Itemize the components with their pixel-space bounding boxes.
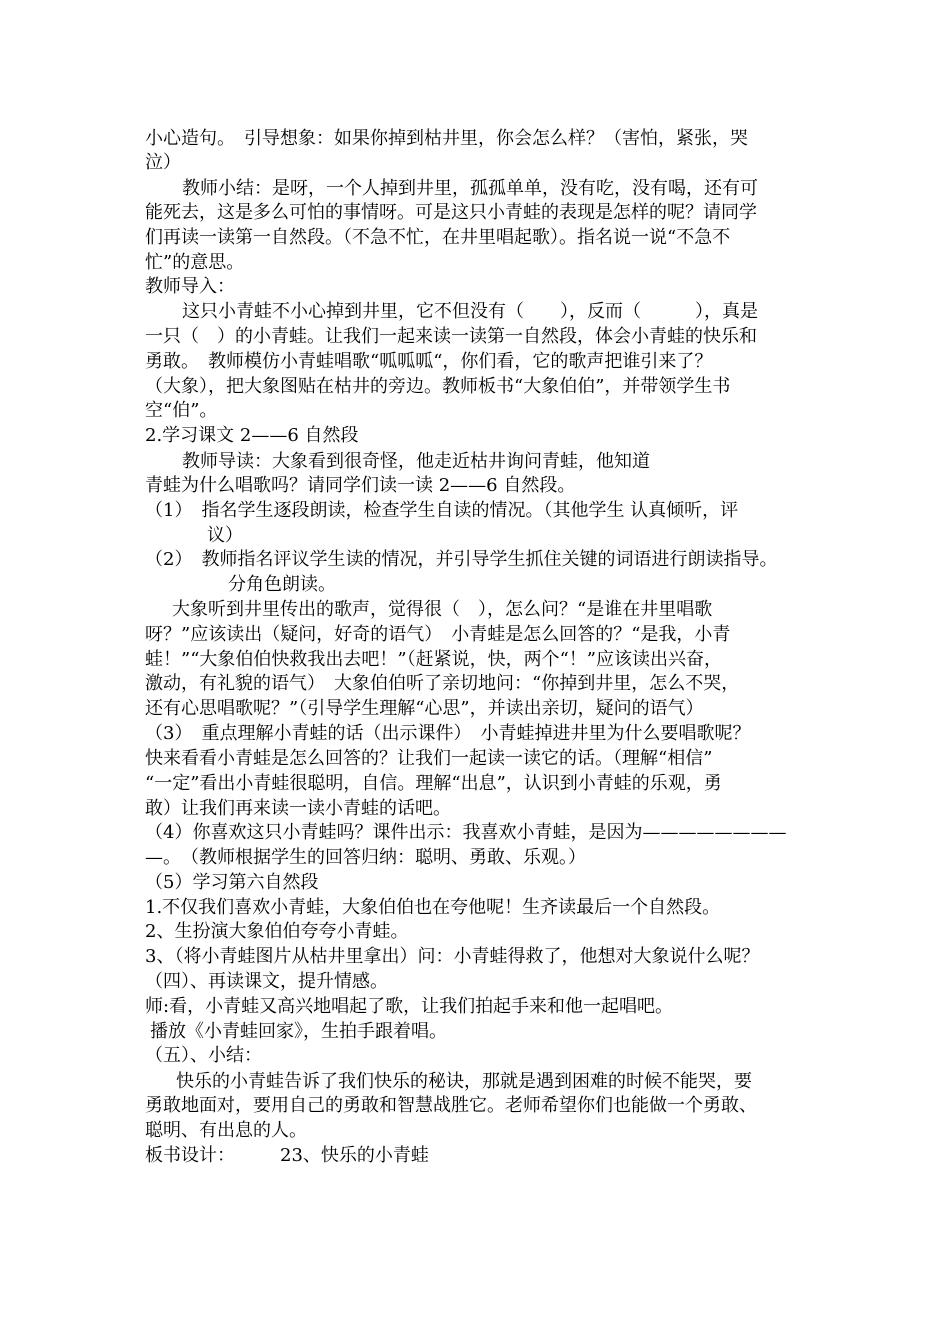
text-line: —。 （教师根据学生的回答归纳：聪明、勇敢、乐观。） <box>145 847 586 868</box>
text-line: 聪明、有出息的人。 <box>145 1120 307 1141</box>
text-line: 这只小青蛙不小心掉到井里，它不但没有（ ），反而（ ），真是 <box>182 301 758 322</box>
text-line: 议） <box>207 525 243 546</box>
text-line: 呀？”应该读出（疑问，好奇的语气） 小青蛙是怎么回答的？“是我，小青 <box>145 624 731 645</box>
text-line: 教师小结：是呀，一个人掉到井里，孤孤单单，没有吃，没有喝，还有可 <box>182 178 758 199</box>
text-line: 播放《小青蛙回家》，生拍手跟着唱。 <box>150 1021 447 1042</box>
text-line: 们再读一读第一自然段。（不急不忙，在井里唱起歌）。指名说一说“不急不 <box>145 227 731 248</box>
text-line: 师:看，小青蛙又高兴地唱起了歌，让我们拍起手来和他一起唱吧。 <box>145 996 674 1017</box>
text-line: 大象听到井里传出的歌声，觉得很（ ），怎么问？“是谁在井里唱歌 <box>172 599 713 620</box>
text-line: （3） 重点理解小青蛙的话（出示课件） 小青蛙掉进井里为什么要唱歌呢？ <box>145 723 751 744</box>
text-line: （四）、再读课文，提升情感。 <box>145 971 388 992</box>
text-line: 泣） <box>145 152 181 173</box>
text-line: 还有心思唱歌呢？”（引导学生理解“心思”，并读出亲切，疑问的语气） <box>145 698 704 719</box>
text-line: 1.不仅我们喜欢小青蛙，大象伯伯也在夸他呢！生齐读最后一个自然段。 <box>145 897 721 918</box>
text-line: （2） 教师指名评议学生读的情况，并引导学生抓住关键的词语进行朗读指导。 <box>145 549 778 570</box>
text-line: “一定”看出小青蛙很聪明，自信。理解“出息”，认识到小青蛙的乐观，勇 <box>145 773 722 794</box>
text-line: 空“伯”。 <box>145 400 218 421</box>
text-line: 分角色朗读。 <box>228 574 336 595</box>
text-line: 激动，有礼貌的语气） 大象伯伯听了亲切地问：“你掉到井里，怎么不哭， <box>145 673 740 694</box>
text-line: 一只（ ）的小青蛙。让我们一起来读一读第一自然段，体会小青蛙的快乐和 <box>145 326 757 347</box>
text-line: 2.学习课文 2——6 自然段 <box>145 425 359 446</box>
text-line: 勇敢地面对，要用自己的勇敢和智慧战胜它。老师希望你们也能做一个勇敢、 <box>145 1095 757 1116</box>
text-line: 能死去，这是多么可怕的事情呀。可是这只小青蛙的表现是怎样的呢？请同学 <box>145 202 757 223</box>
text-line: 小心造句。 引导想象：如果你掉到枯井里，你会怎么样？（害怕，紧张，哭 <box>145 128 748 149</box>
text-line: 敢）让我们再来读一读小青蛙的话吧。 <box>145 798 451 819</box>
text-line: 快来看看小青蛙是怎么回答的？让我们一起读一读它的话。（理解“相信” <box>145 748 713 769</box>
text-line: （五）、小结： <box>145 1045 262 1066</box>
text-line: （大象），把大象图贴在枯井的旁边。教师板书“大象伯伯”，并带领学生书 <box>145 376 731 397</box>
text-line: 教师导读：大象看到很奇怪，他走近枯井询问青蛙，他知道 <box>182 451 650 472</box>
text-line: 3、（将小青蛙图片从枯井里拿出）问：小青蛙得救了，他想对大象说什么呢？ <box>145 946 760 967</box>
text-line: （4）你喜欢这只小青蛙吗？课件出示：我喜欢小青蛙，是因为———————— <box>145 822 787 843</box>
text-line: 蛙！”“大象伯伯快救我出去吧！”（赶紧说，快，两个“！”应该读出兴奋， <box>145 649 723 670</box>
text-line: 2、生扮演大象伯伯夸夸小青蛙。 <box>145 921 409 942</box>
text-line: 教师导入： <box>145 276 235 297</box>
text-line: （1） 指名学生逐段朗读，检查学生自读的情况。（其他学生 认真倾听，评 <box>145 500 739 521</box>
text-line: （5）学习第六自然段 <box>145 872 319 893</box>
text-line: 板书设计： 23、快乐的小青蛙 <box>145 1145 429 1166</box>
text-line: 勇敢。 教师模仿小青蛙唱歌“呱呱呱“，你们看，它的歌声把谁引来了？ <box>145 351 713 372</box>
text-line: 快乐的小青蛙告诉了我们快乐的秘诀，那就是遇到困难的时候不能哭，要 <box>176 1071 752 1092</box>
text-line: 忙”的意思。 <box>145 252 245 273</box>
text-line: 青蛙为什么唱歌吗？请同学们读一读 2——6 自然段。 <box>145 475 576 496</box>
